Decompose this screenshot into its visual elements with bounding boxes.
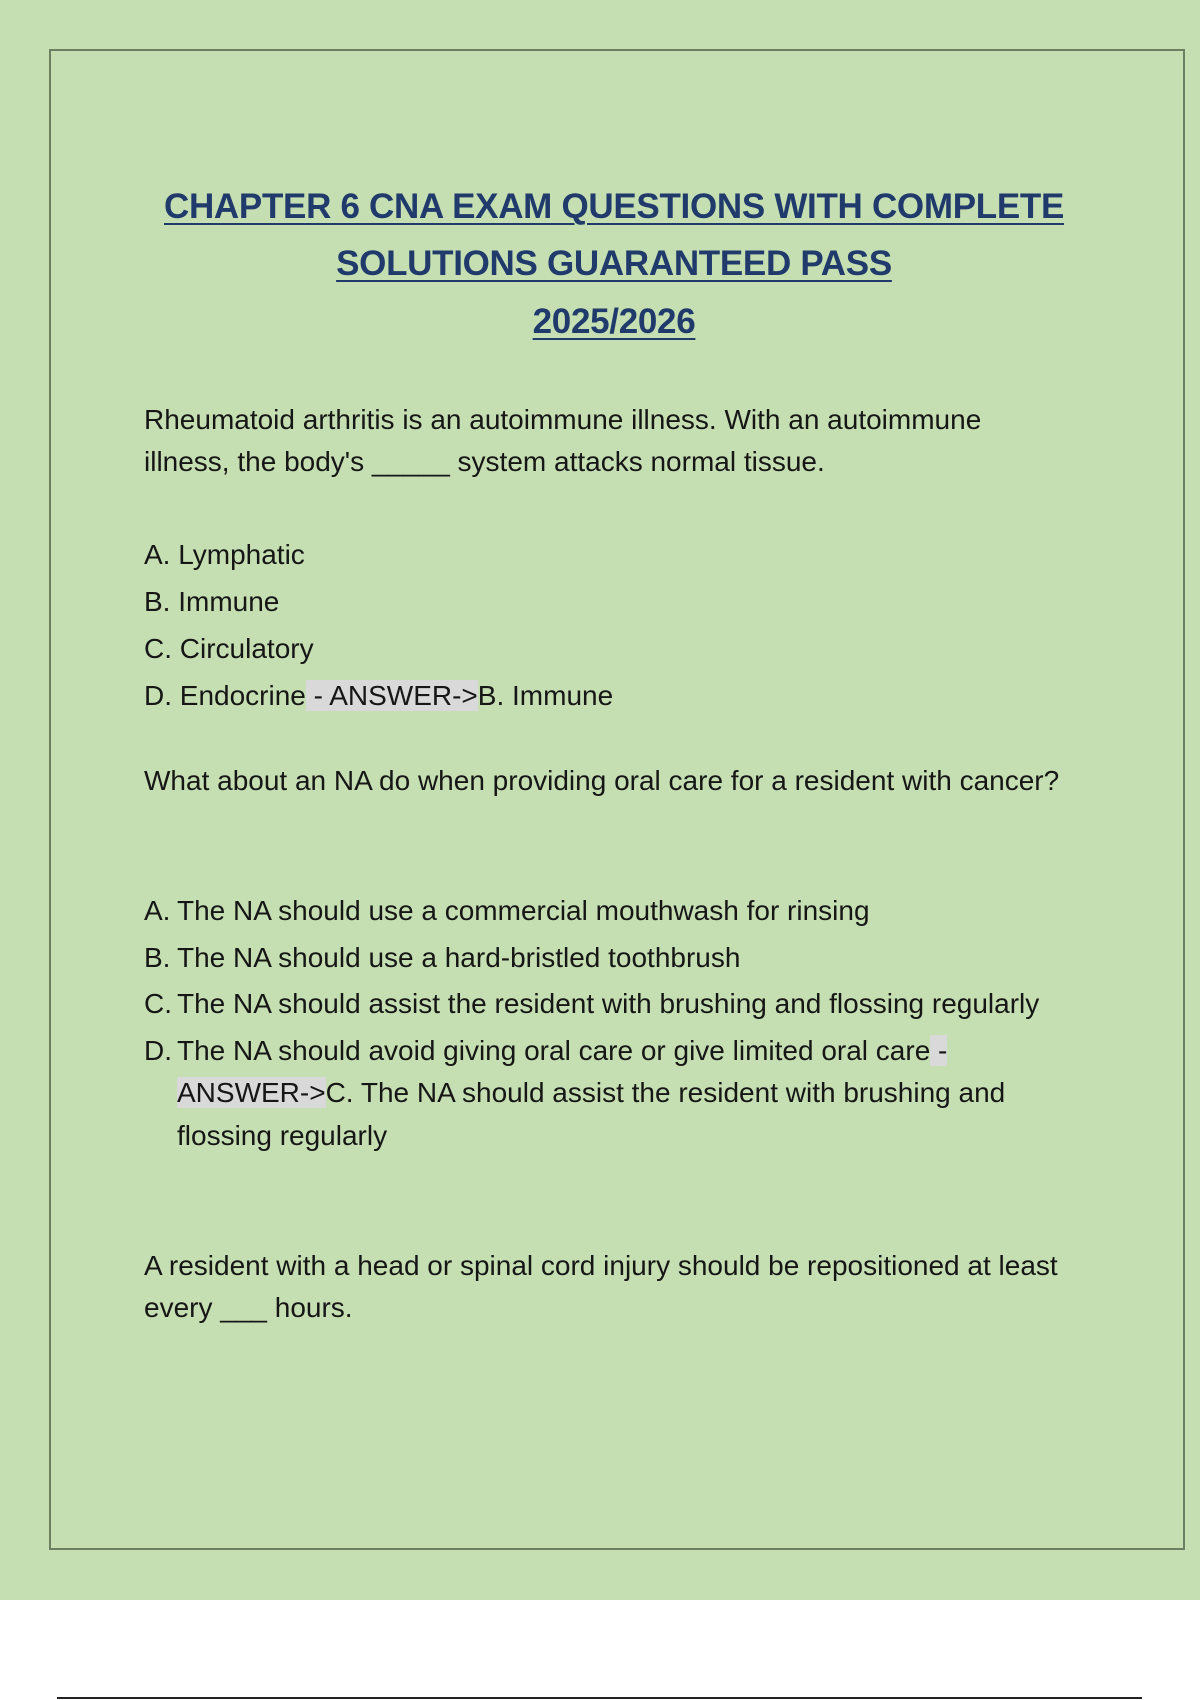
answer-marker: - ANSWER-> — [177, 1034, 948, 1108]
option-text: The NA should assist the resident with brushing and flossing regularly — [177, 988, 1040, 1019]
option-text: The NA should use a commercial mouthwash for rinsing — [177, 895, 870, 926]
option-letter: D. — [144, 1034, 172, 1066]
question-2-options — [144, 890, 1074, 1161]
option-letter: A. — [144, 895, 171, 926]
question-1-prompt: Rheumatoid arthritis is an autoimmune illness. With an autoimmune illness, the body's _____ system attacks normal tissue. — [144, 404, 982, 477]
option-letter: B. — [144, 941, 171, 973]
question-2-option-d — [144, 1030, 1074, 1158]
question-1-option-d — [144, 672, 1074, 719]
question-3-prompt: A resident with a head or spinal cord injury should be repositioned at least every ___ hours. — [144, 1250, 1058, 1323]
question-1-options — [144, 531, 1074, 719]
question-1-option-a: A. Lymphatic — [144, 539, 305, 570]
question-2-answer: C. The NA should assist the resident with brushing and flossing regularly — [177, 1077, 1006, 1151]
question-1-answer: B. Immune — [477, 680, 614, 711]
question-2-option-a — [144, 890, 1074, 933]
question-1-option-c: C. Circulatory — [144, 633, 314, 664]
footer-rule — [57, 1697, 1142, 1699]
question-2-option-c — [144, 983, 1074, 1026]
document-title-year: 2025/2026 — [532, 302, 696, 341]
answer-marker: - ANSWER-> — [305, 680, 478, 711]
option-letter: C. — [144, 988, 172, 1019]
question-2-prompt: What about an NA do when providing oral care for a resident with cancer? — [144, 765, 1060, 796]
document-title-line-1: CHAPTER 6 CNA EXAM QUESTIONS WITH COMPLETE — [163, 187, 1065, 226]
document-title-line-2: SOLUTIONS GUARANTEED PASS — [336, 244, 892, 283]
question-2-option-b — [144, 937, 1074, 980]
option-text: The NA should use a hard-bristled toothbrush — [177, 941, 741, 973]
question-1-option-b: B. Immune — [144, 586, 280, 617]
option-text: The NA should avoid giving oral care or give limited oral care — [177, 1034, 931, 1066]
option-text: D. Endocrine — [144, 680, 306, 711]
